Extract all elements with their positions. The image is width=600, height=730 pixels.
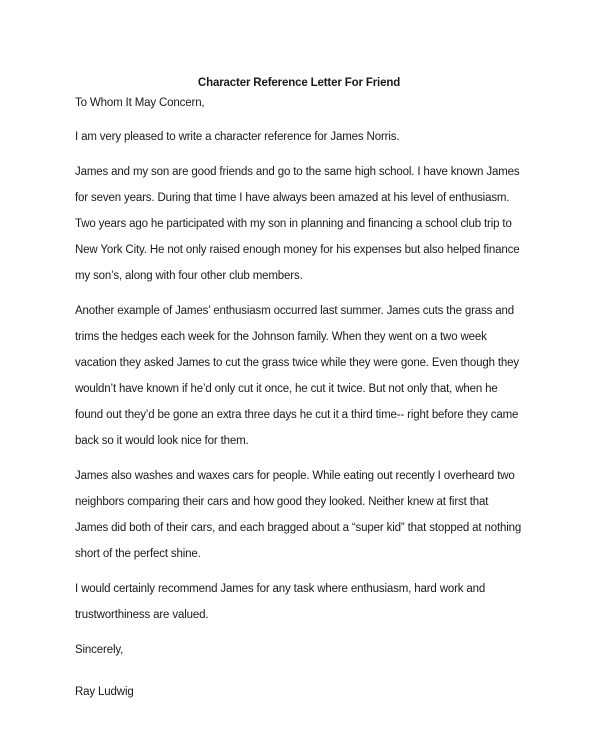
letter-title: Character Reference Letter For Friend <box>197 77 401 89</box>
letter-paragraph-friendship: James and my son are good friends and go to the same high school. I have known James for seven years. During that time I have always been amazed at his level of enthusiasm. Two years ago he participated with my son in planning and financing a school club trip to New York City. He not only raised enough money for his expenses but also helped finance my son’s, along with four other club members. <box>75 166 520 282</box>
letter-paragraph-intro: I am very pleased to write a character reference for James Norris. <box>75 131 400 143</box>
letter-paragraph-car-washing: James also washes and waxes cars for people. While eating out recently I overheard two neighbors comparing their cars and how good they looked. Neither knew at first that James did both of their cars, and each bragged about a “super kid” that stopped at nothing short of the perfect shine. <box>75 470 522 560</box>
letter-paragraph-recommendation: I would certainly recommend James for any task where enthusiasm, hard work and trustworthiness are valued. <box>75 583 486 621</box>
letter-paragraph-enthusiasm-example: Another example of James’ enthusiasm occurred last summer. James cuts the grass and trims the hedges each week for the Johnson family. When they went on a two week vacation they asked James to cut the grass twice while they were gone. Even though they wouldn’t have known if he’d only cut it once, he cut it twice. But not only that, when he found out they’d be gone an extra three days he cut it a third time-- right before they came back so it would look nice for them. <box>75 305 520 447</box>
letter-closing: Sincerely, <box>75 644 124 656</box>
letter-salutation: To Whom It May Concern, <box>75 97 205 109</box>
letter-signature: Ray Ludwig <box>75 686 134 698</box>
letter-page <box>75 73 523 705</box>
